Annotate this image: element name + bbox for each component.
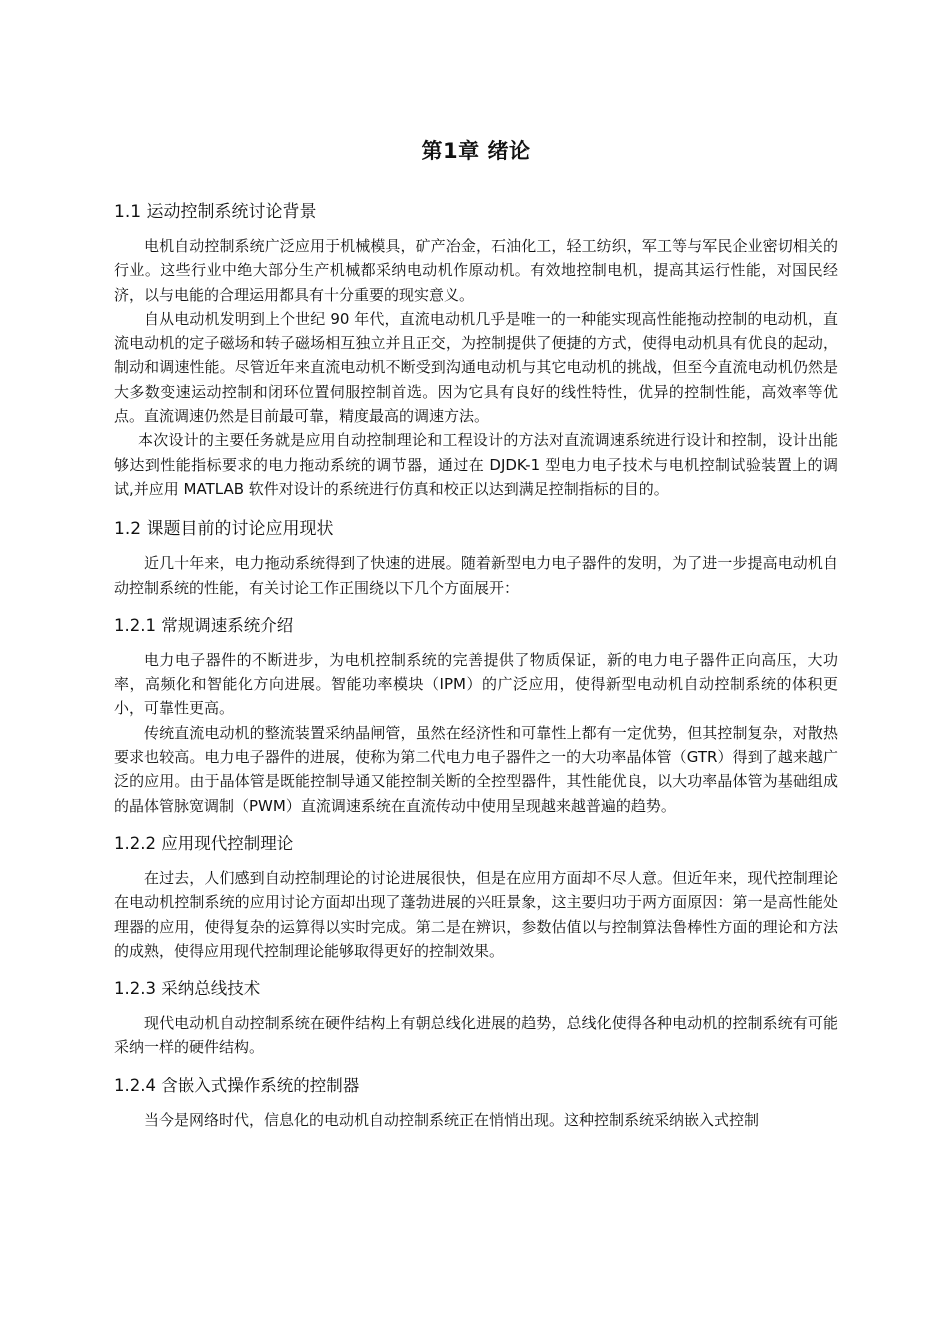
paragraph: 电机自动控制系统广泛应用于机械模具，矿产冶金，石油化工，轻工纺织，军工等与军民企业密切相关的行业。这些行业中绝大部分生产机械都采纳电动机作原动机。有效地控制电机，提高其运行性能，对国民经济，以与电能的合理运用都具有十分重要的现实意义。 — [114, 237, 838, 304]
paragraph: 在过去，人们感到自动控制理论的讨论进展很快，但是在应用方面却不尽人意。但近年来，现代控制理论在电动机控制系统的应用讨论方面却出现了蓬勃进展的兴旺景象，这主要归功于两方面原因：第一是高性能处理器的应用，使得复杂的运算得以实时完成。第二是在辨识，参数估值以与控制算法鲁棒性方面的理论和方法的成熟，使得应用现代控制理论能够取得更好的控制效果。 — [114, 868, 838, 960]
paragraph: 本次设计的主要任务就是应用自动控制理论和工程设计的方法对直流调速系统进行设计和控制，设计出能够达到性能指标要求的电力拖动系统的调节器，通过在 DJDK-1 型电力电子技术与电机控制试验装置上的调试,并应用 MATLAB 软件对设计的系统进行仿真和校正以达到满足控制指标的目的。 — [114, 431, 838, 498]
page-content — [114, 136, 838, 1132]
paragraph: 近几十年来，电力拖动系统得到了快速的进展。随着新型电力电子器件的发明，为了进一步提高电动机自动控制系统的性能，有关讨论工作正围绕以下几个方面展开： — [114, 554, 838, 597]
section-heading-1-2-3: 1.2.3 采纳总线技术 — [114, 979, 261, 999]
section-heading-1-1: 1.1 运动控制系统讨论背景 — [114, 202, 317, 222]
paragraph: 传统直流电动机的整流装置采纳晶闸管，虽然在经济性和可靠性上都有一定优势，但其控制复杂，对散热要求也较高。电力电子器件的进展，使称为第二代电力电子器件之一的大功率晶体管（GTR）得到了越来越广泛的应用。由于晶体管是既能控制导通又能控制关断的全控型器件，其性能优良，以大功率晶体管为基础组成的晶体管脉宽调制（PWM）直流调速系统在直流传动中使用呈现越来越普遍的趋势。 — [114, 723, 838, 815]
paragraph: 自从电动机发明到上个世纪 90 年代，直流电动机几乎是唯一的一种能实现高性能拖动控制的电动机，直流电动机的定子磁场和转子磁场相互独立并且正交，为控制提供了便捷的方式，使得电动机具有优良的起动，制动和调速性能。尽管近年来直流电动机不断受到沟通电动机与其它电动机的挑战，但至今直流电动机仍然是大多数变速运动控制和闭环位置伺服控制首选。因为它具有良好的线性特性，优异的控制性能，高效率等优点。直流调速仍然是目前最可靠，精度最高的调速方法。 — [114, 309, 838, 426]
section-heading-1-2-4: 1.2.4 含嵌入式操作系统的控制器 — [114, 1075, 360, 1095]
section-heading-1-2-1: 1.2.1 常规调速系统介绍 — [114, 615, 294, 635]
section-heading-1-2-2: 1.2.2 应用现代控制理论 — [114, 833, 294, 853]
chapter-title: 第1章 绪论 — [421, 139, 531, 163]
paragraph: 电力电子器件的不断进步，为电机控制系统的完善提供了物质保证，新的电力电子器件正向高压，大功率，高频化和智能化方向进展。智能功率模块（IPM）的广泛应用，使得新型电动机自动控制系统的体积更小，可靠性更高。 — [114, 650, 838, 718]
paragraph: 现代电动机自动控制系统在硬件结构上有朝总线化进展的趋势，总线化使得各种电动机的控制系统有可能采纳一样的硬件结构。 — [114, 1014, 838, 1057]
paragraph: 当今是网络时代，信息化的电动机自动控制系统正在悄悄出现。这种控制系统采纳嵌入式控制 — [144, 1110, 760, 1129]
section-heading-1-2: 1.2 课题目前的讨论应用现状 — [114, 519, 334, 540]
